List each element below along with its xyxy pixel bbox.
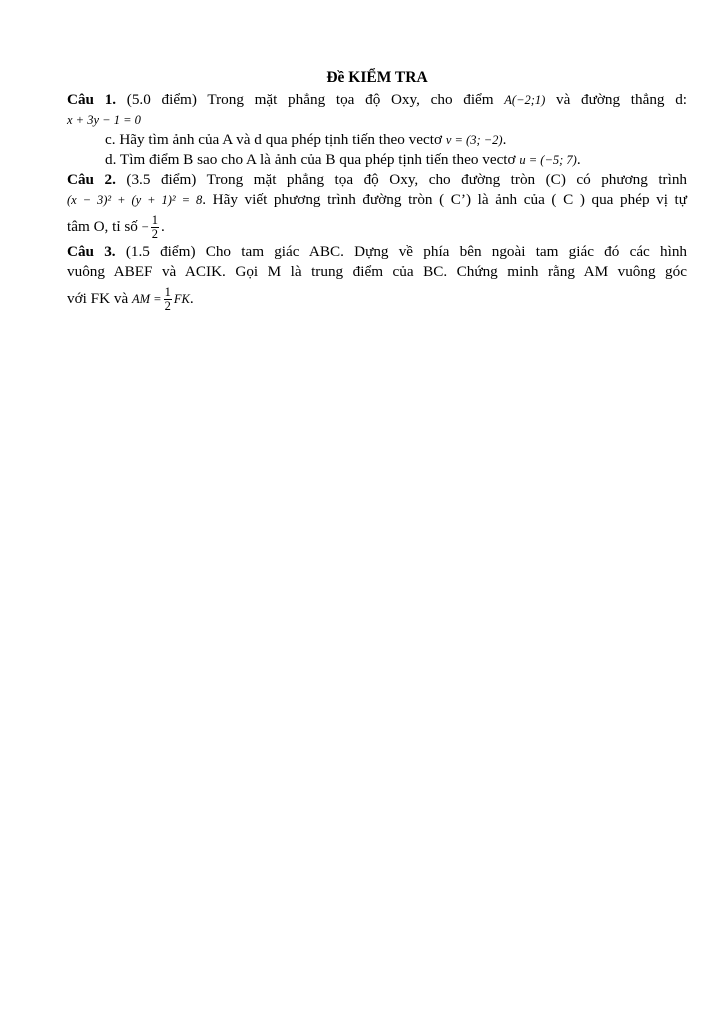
question-3-end: . [189,290,194,307]
ratio-sign: − [141,220,149,234]
question-3-text-2: vuông ABEF và ACIK. Gọi M là trung điểm của BC. Chứng minh rằng AM vuông góc [67,263,687,280]
vector-u: u = (−5; 7) [519,153,577,167]
point-a: A(−2;1) [504,93,546,107]
exam-title: Đề KIỂM TRA [326,69,428,86]
question-2-text-3: tâm O, tỉ số [67,218,138,235]
question-2-line-1 [67,170,687,190]
question-1-text-2: và đường thẳng d: [556,91,688,108]
question-2-text: (3.5 điểm) Trong mặt phẳng tọa độ Oxy, cho đường tròn (C) có phương trình [126,171,688,188]
equation-left: AM = [132,292,162,306]
ratio-fraction [151,214,159,241]
question-1-text: (5.0 điểm) Trong mặt phẳng tọa độ Oxy, cho điểm [126,91,494,108]
question-1-line-2 [67,110,687,130]
question-1-item-d [67,150,687,170]
question-3-line-1 [67,242,687,262]
question-1-line-1 [67,90,687,110]
question-2-line-3 [67,212,687,242]
ratio-numerator: 1 [151,213,158,228]
half-denominator: 2 [164,299,171,314]
ratio-denominator: 2 [151,227,158,242]
item-d-text: d. Tìm điểm B sao cho A là ảnh của B qua phép tịnh tiến theo vectơ [105,151,516,168]
item-c-period: . [502,131,507,148]
question-1-label: Câu 1. [67,91,117,108]
question-2-end: . [160,218,165,235]
circle-equation: (x − 3)² + (y + 1)² = 8 [67,193,203,207]
question-3-line-2 [67,262,687,282]
equation-right: FK [173,292,190,306]
question-2-line-2 [67,190,687,210]
question-3-text-3: với FK và [67,290,129,307]
question-3-line-3 [67,284,687,314]
line-d-equation: x + 3y − 1 = 0 [67,113,141,127]
question-3-label: Câu 3. [67,243,116,260]
half-numerator: 1 [164,285,171,300]
question-3-text: (1.5 điểm) Cho tam giác ABC. Dựng về phía bên ngoài tam giác đó các hình [125,243,688,260]
item-d-period: . [576,151,581,168]
vector-v: v = (3; −2) [445,133,503,147]
half-fraction [164,286,172,313]
question-1-item-c [67,130,687,150]
exam-content [67,68,687,314]
question-2-text-2: . Hãy viết phương trình đường tròn ( C’) là ảnh của ( C ) qua phép vị tự [202,191,688,208]
item-c-text: c. Hãy tìm ảnh của A và d qua phép tịnh tiến theo vectơ [105,131,443,148]
question-2-label: Câu 2. [67,171,116,188]
